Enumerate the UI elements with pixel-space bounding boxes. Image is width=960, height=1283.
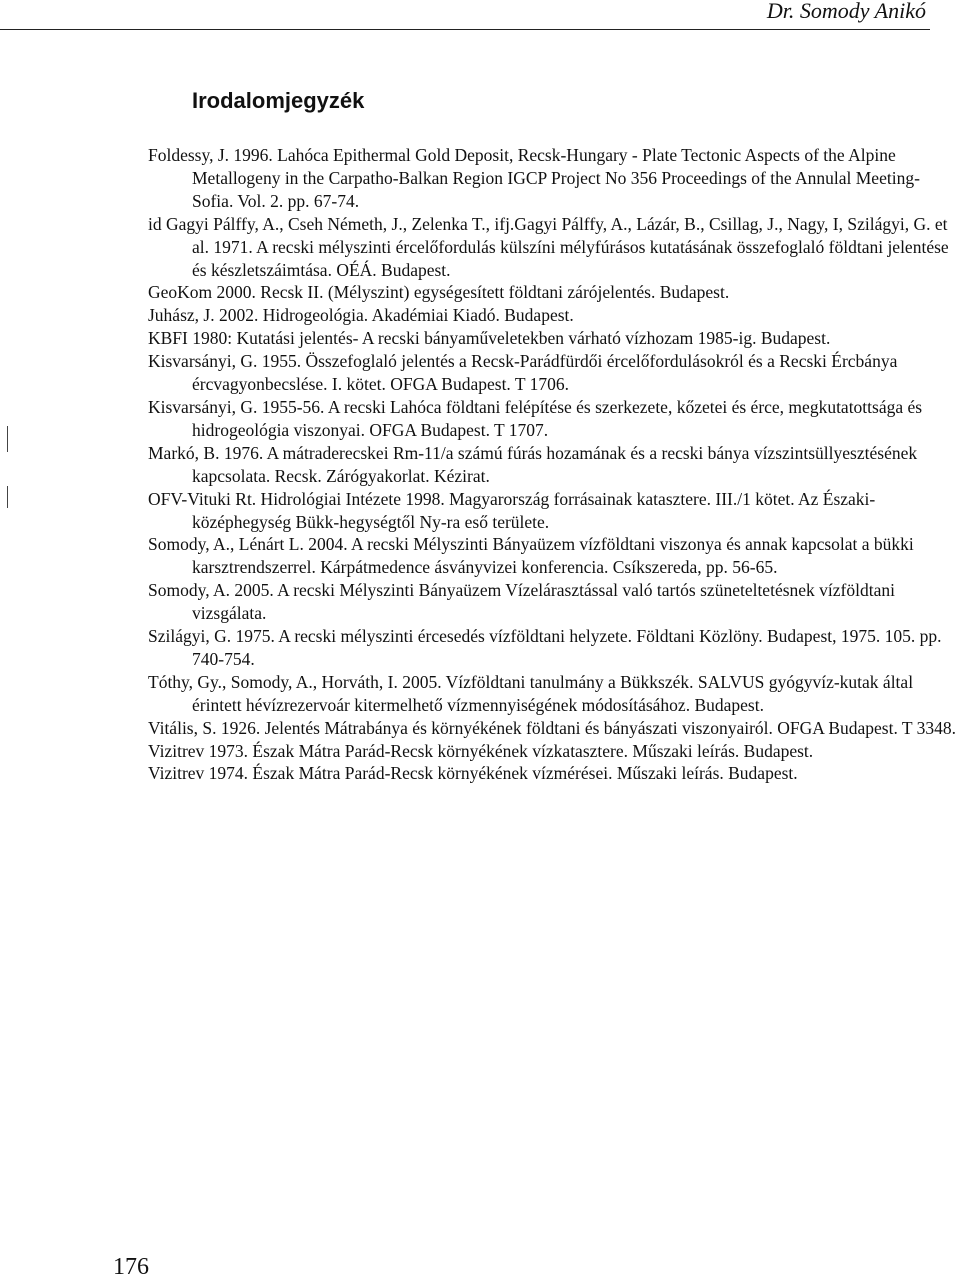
section-title: Irodalomjegyzék	[192, 88, 365, 113]
reference-list	[148, 144, 956, 785]
reference-item: Kisvarsányi, G. 1955-56. A recski Lahóca földtani felépítése és szerkezete, kőzetei és érce, megkutatottsága és hidrogeológia viszonyai. OFGA Budapest. T 1707.	[148, 396, 923, 440]
reference-item: Markó, B. 1976. A mátraderecskei Rm-11/a számú fúrás hozamának és a recski bánya vízszintsüllyesztésének kapcsolata. Recsk. Zárógyakorlat. Kézirat.	[148, 442, 918, 486]
reference-item: id Gagyi Pálffy, A., Cseh Németh, J., Zelenka T., ifj.Gagyi Pálffy, A., Lázár, B., Csillag, J., Nagy, I, Szilágyi, G. et al. 1971. A recski mélyszinti ércelőfordulás külszíni mélyfúrásos kutatásának összefoglaló földtani jelentése és készletszáimtása. OÉÁ. Budapest.	[148, 213, 949, 280]
reference-item: Somody, A., Lénárt L. 2004. A recski Mélyszinti Bányaüzem vízföldtani viszonya és annak kapcsolat a bükki karsztrendszerrel. Kárpátmedence ásványvizei konferencia. Csíkszereda, pp. 56-65.	[148, 534, 914, 578]
reference-item: Vizitrev 1973. Észak Mátra Parád-Recsk környékének vízkatasztere. Műszaki leírás. Budapest.	[148, 740, 814, 761]
reference-item: Vizitrev 1974. Észak Mátra Parád-Recsk környékének vízmérései. Műszaki leírás. Budapest.	[148, 763, 798, 784]
reference-item: Foldessy, J. 1996. Lahóca Epithermal Gold Deposit, Recsk-Hungary - Plate Tectonic Aspects of the Alpine Metallogeny in the Carpatho-Balkan Region IGCP Project No 356 Proceedings of the Annulal Meeting-Sofia. Vol. 2. pp. 67-74.	[148, 145, 920, 211]
reference-item: Szilágyi, G. 1975. A recski mélyszinti ércesedés vízföldtani helyzete. Földtani Közlöny. Budapest, 1975. 105. pp. 740-754.	[148, 626, 942, 669]
reference-item: Somody, A. 2005. A recski Mélyszinti Bányaüzem Vízelárasztással való tartós szüneteltetésnek vízföldtani vizsgálata.	[148, 580, 895, 624]
margin-mark	[7, 426, 8, 452]
reference-item: OFV-Vituki Rt. Hidrológiai Intézete 1998. Magyarország forrásainak katasztere. III./1 kötet. Az Északi-középhegység Bükk-hegységtől Ny-ra eső területe.	[148, 488, 876, 532]
reference-item: Kisvarsányi, G. 1955. Összefoglaló jelentés a Recsk-Parádfürdői ércelőfordulásokról és a Recski Ércbánya ércvagyonbecslése. I. kötet. OFGA Budapest. T 1706.	[148, 351, 898, 395]
page-number: 176	[113, 1254, 149, 1280]
margin-mark	[7, 486, 8, 508]
reference-item: GeoKom 2000. Recsk II. (Mélyszint) egységesített földtani zárójelentés. Budapest.	[148, 282, 730, 303]
reference-item: KBFI 1980: Kutatási jelentés- A recski bányaműveletekben várható vízhozam 1985-ig. Budapest.	[148, 328, 831, 349]
header-author: Dr. Somody Anikó	[766, 0, 926, 23]
reference-item: Juhász, J. 2002. Hidrogeológia. Akadémiai Kiadó. Budapest.	[148, 305, 574, 326]
reference-item: Tóthy, Gy., Somody, A., Horváth, I. 2005. Vízföldtani tanulmány a Bükkszék. SALVUS gyógyvíz-kutak által érintett hévízrezervoár kitermelhető vízmennyiségének módosításához. Budapest.	[148, 671, 914, 715]
reference-item: Vitális, S. 1926. Jelentés Mátrabánya és környékének földtani és bányászati viszonyairól. OFGA Budapest. T 3348.	[148, 717, 957, 738]
running-header	[0, 0, 930, 30]
